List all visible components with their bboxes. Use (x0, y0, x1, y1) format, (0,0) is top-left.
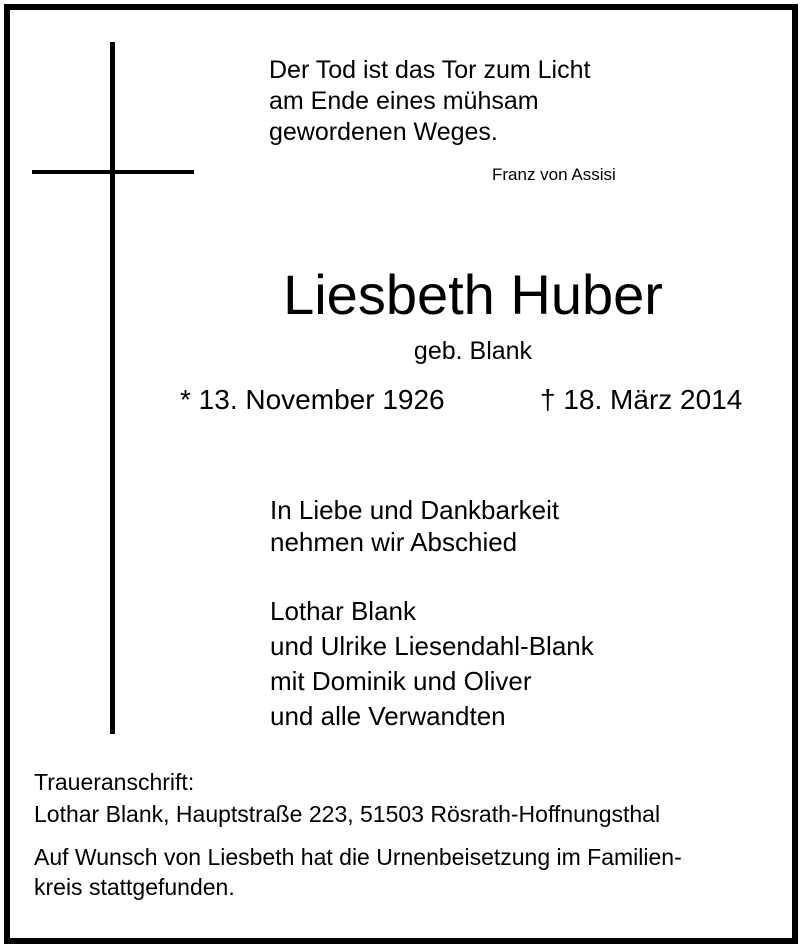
mourner-line: und Ulrike Liesendahl-Blank (270, 631, 594, 661)
address-label: Traueranschrift: (34, 769, 195, 795)
burial-note (34, 842, 774, 902)
quote-author: Franz von Assisi (492, 165, 616, 184)
farewell-text (270, 494, 559, 558)
quote-line: am Ende eines mühsam (269, 87, 539, 115)
cross-horizontal-bar (32, 170, 194, 174)
quote-line: gewordenen Weges. (269, 118, 498, 146)
birth-date: * 13. November 1926 (180, 384, 445, 415)
note-line: kreis stattgefunden. (34, 874, 235, 900)
mourner-line: Lothar Blank (270, 596, 416, 626)
farewell-line: In Liebe und Dankbarkeit (270, 495, 560, 525)
mourners-list (270, 594, 594, 734)
deceased-name: Liesbeth Huber (283, 263, 663, 326)
mourner-line: mit Dominik und Oliver (270, 666, 532, 696)
mourning-address (34, 766, 660, 830)
maiden-name: geb. Blank (413, 337, 533, 365)
mourner-line: und alle Verwandten (270, 701, 506, 731)
quote (269, 55, 590, 148)
address-line: Lothar Blank, Hauptstraße 223, 51503 Rösrath-Hoffnungsthal (34, 801, 661, 827)
cross-vertical-bar (110, 42, 115, 734)
quote-line: Der Tod ist das Tor zum Licht (269, 56, 591, 84)
farewell-line: nehmen wir Abschied (270, 527, 518, 557)
note-line: Auf Wunsch von Liesbeth hat die Urnenbeisetzung im Familien- (34, 844, 682, 870)
death-date: † 18. März 2014 (540, 384, 743, 415)
